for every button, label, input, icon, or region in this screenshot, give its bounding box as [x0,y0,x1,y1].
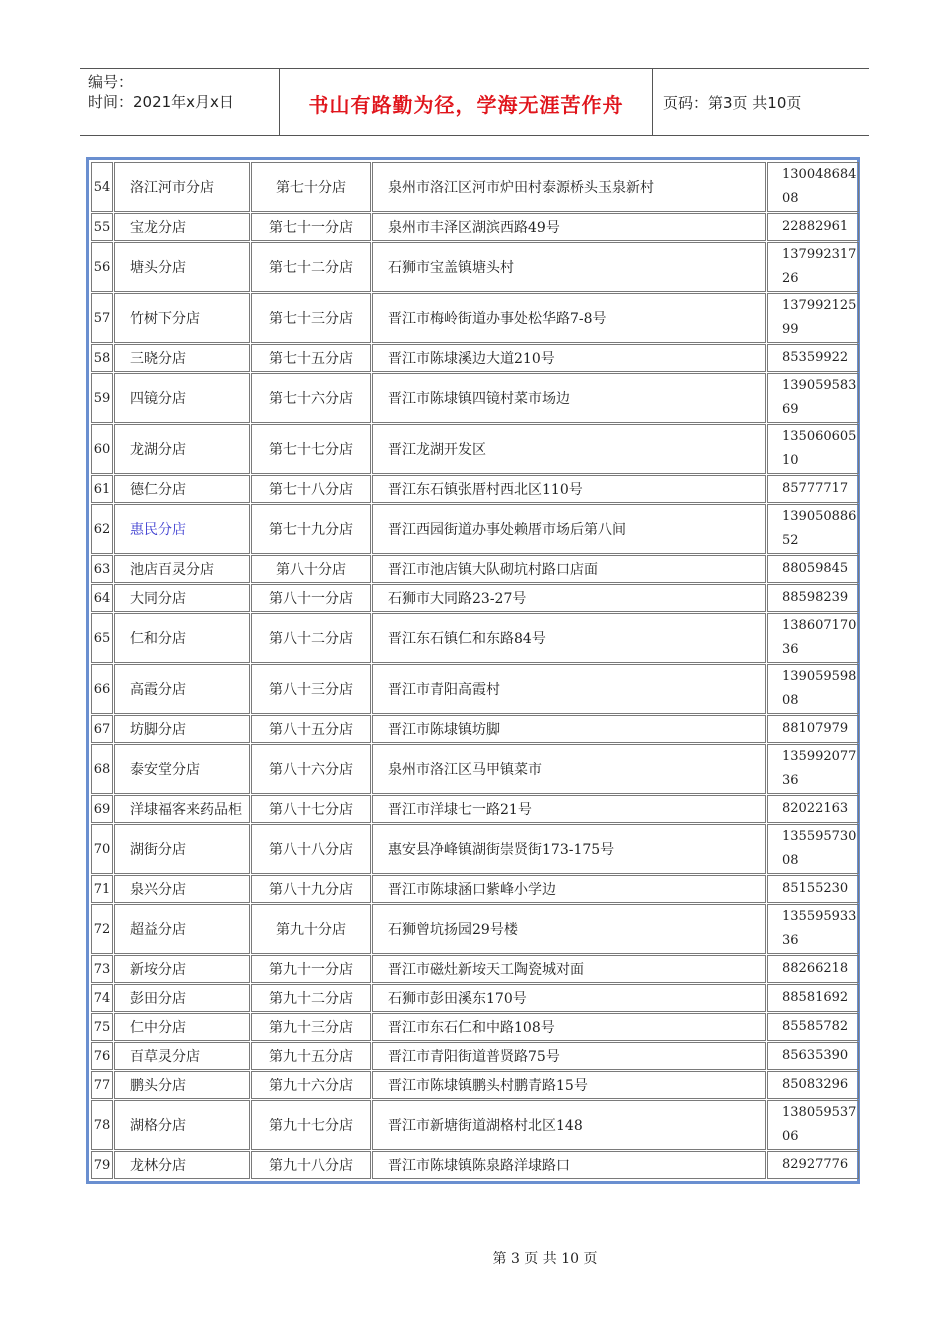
header-motto: 书山有路勤为径，学海无涯苦作舟 [280,69,653,135]
address-cell: 晋江西园街道办事处赖厝市场后第八间 [372,504,766,554]
table-row [91,715,859,743]
address-cell: 泉州市洛江区河市炉田村泰源桥头玉泉新村 [372,162,766,212]
branch-name-cell: 龙湖分店 [114,424,250,474]
row-number-cell: 68 [91,744,113,794]
row-number-cell: 66 [91,664,113,714]
phone-cell: 85777717 [767,475,859,503]
phone-cell: 85155230 [767,875,859,903]
page-footer: 第 3 页 共 10 页 [492,1251,598,1267]
address-cell: 石狮市大同路23-27号 [372,584,766,612]
phone-cell: 82927776 [767,1151,859,1179]
row-number-cell: 78 [91,1100,113,1150]
phone-cell: 13905088652 [767,504,859,554]
table-row [91,293,859,343]
phone-cell: 88581692 [767,984,859,1012]
row-number-cell: 71 [91,875,113,903]
address-cell: 晋江市陈埭镇鹏头村鹏青路15号 [372,1071,766,1099]
phone-cell: 85359922 [767,344,859,372]
table-row [91,1042,859,1070]
table-row [91,162,859,212]
row-number-cell: 76 [91,1042,113,1070]
address-cell: 晋江市新塘街道湖格村北区148 [372,1100,766,1150]
branch-name-cell: 洋埭福客来药品柜 [114,795,250,823]
address-cell: 晋江市青阳街道普贤路75号 [372,1042,766,1070]
header-info-cell [80,69,280,135]
address-cell: 晋江市陈埭涵口紫峰小学边 [372,875,766,903]
table-row [91,795,859,823]
address-cell: 泉州市丰泽区湖滨西路49号 [372,213,766,241]
branch-index-cell: 第七十六分店 [251,373,371,423]
branch-name-cell: 塘头分店 [114,242,250,292]
branch-index-cell: 第七十九分店 [251,504,371,554]
branch-index-cell: 第七十八分店 [251,475,371,503]
row-number-cell: 75 [91,1013,113,1041]
branch-table [90,161,860,1180]
branch-name-cell: 三晓分店 [114,344,250,372]
row-number-cell: 57 [91,293,113,343]
table-row [91,904,859,954]
branch-index-cell: 第九十二分店 [251,984,371,1012]
address-cell: 晋江市东石仁和中路108号 [372,1013,766,1041]
branch-index-cell: 第八十五分店 [251,715,371,743]
table-row [91,1100,859,1150]
table-row [91,875,859,903]
branch-name-cell: 洛江河市分店 [114,162,250,212]
table-row [91,213,859,241]
address-cell: 晋江市陈埭溪边大道210号 [372,344,766,372]
branch-name-cell: 彭田分店 [114,984,250,1012]
address-cell: 晋江市池店镇大队砌坑村路口店面 [372,555,766,583]
phone-cell: 13799212599 [767,293,859,343]
table-row [91,984,859,1012]
branch-name-cell: 德仁分店 [114,475,250,503]
phone-cell: 13799231726 [767,242,859,292]
phone-cell: 88059845 [767,555,859,583]
address-cell: 晋江东石镇张厝村西北区110号 [372,475,766,503]
row-number-cell: 61 [91,475,113,503]
address-cell: 晋江市磁灶新垵天工陶瓷城对面 [372,955,766,983]
phone-cell: 13599207736 [767,744,859,794]
branch-index-cell: 第八十七分店 [251,795,371,823]
branch-name-cell: 宝龙分店 [114,213,250,241]
branch-index-cell: 第八十分店 [251,555,371,583]
table-row [91,424,859,474]
table-row [91,955,859,983]
branch-index-cell: 第九十分店 [251,904,371,954]
page-header [80,68,869,136]
branch-index-cell: 第八十八分店 [251,824,371,874]
phone-cell: 13559573008 [767,824,859,874]
phone-cell: 85585782 [767,1013,859,1041]
branch-name-cell: 湖格分店 [114,1100,250,1150]
table-row [91,504,859,554]
row-number-cell: 67 [91,715,113,743]
table-row [91,344,859,372]
branch-name-cell: 超益分店 [114,904,250,954]
row-number-cell: 60 [91,424,113,474]
address-cell: 晋江市青阳高霞村 [372,664,766,714]
branch-name-cell: 四镜分店 [114,373,250,423]
phone-cell: 13905958369 [767,373,859,423]
branch-name-cell: 仁中分店 [114,1013,250,1041]
table-row [91,824,859,874]
branch-name-cell: 坊脚分店 [114,715,250,743]
phone-cell: 82022163 [767,795,859,823]
branch-name-cell: 大同分店 [114,584,250,612]
branch-name-cell: 惠民分店 [114,504,250,554]
branch-index-cell: 第七十一分店 [251,213,371,241]
row-number-cell: 59 [91,373,113,423]
branch-index-cell: 第七十七分店 [251,424,371,474]
table-row [91,584,859,612]
address-cell: 晋江市洋埭七一路21号 [372,795,766,823]
row-number-cell: 64 [91,584,113,612]
phone-cell: 13905959808 [767,664,859,714]
branch-name-cell: 竹树下分店 [114,293,250,343]
table-row [91,373,859,423]
branch-index-cell: 第八十九分店 [251,875,371,903]
phone-cell: 88266218 [767,955,859,983]
branch-index-cell: 第七十三分店 [251,293,371,343]
branch-name-cell: 湖街分店 [114,824,250,874]
branch-index-cell: 第七十分店 [251,162,371,212]
phone-cell: 13506060510 [767,424,859,474]
branch-name-cell: 高霞分店 [114,664,250,714]
row-number-cell: 55 [91,213,113,241]
row-number-cell: 62 [91,504,113,554]
branch-name-cell: 百草灵分店 [114,1042,250,1070]
table-row [91,1013,859,1041]
branch-index-cell: 第九十六分店 [251,1071,371,1099]
row-number-cell: 79 [91,1151,113,1179]
row-number-cell: 70 [91,824,113,874]
address-cell: 晋江市陈埭镇坊脚 [372,715,766,743]
document-number-label: 编号： [88,73,134,91]
address-cell: 石狮市宝盖镇塘头村 [372,242,766,292]
table-row [91,1151,859,1179]
branch-table-frame [86,157,860,1184]
branch-name-cell: 鹏头分店 [114,1071,250,1099]
branch-index-cell: 第九十三分店 [251,1013,371,1041]
table-row [91,242,859,292]
branch-name-cell: 池店百灵分店 [114,555,250,583]
address-cell: 石狮曾坑扬园29号楼 [372,904,766,954]
branch-name-cell: 新垵分店 [114,955,250,983]
branch-index-cell: 第九十七分店 [251,1100,371,1150]
row-number-cell: 74 [91,984,113,1012]
phone-cell: 13805953706 [767,1100,859,1150]
table-row [91,475,859,503]
document-date-label: 时间：2021年x月x日 [88,93,234,111]
table-row [91,744,859,794]
phone-cell: 22882961 [767,213,859,241]
branch-index-cell: 第八十三分店 [251,664,371,714]
row-number-cell: 63 [91,555,113,583]
branch-index-cell: 第七十五分店 [251,344,371,372]
branch-name-cell: 龙林分店 [114,1151,250,1179]
address-cell: 石狮市彭田溪东170号 [372,984,766,1012]
address-cell: 晋江龙湖开发区 [372,424,766,474]
branch-index-cell: 第八十一分店 [251,584,371,612]
phone-cell: 85635390 [767,1042,859,1070]
branch-index-cell: 第八十二分店 [251,613,371,663]
branch-index-cell: 第九十五分店 [251,1042,371,1070]
branch-index-cell: 第九十一分店 [251,955,371,983]
address-cell: 惠安县净峰镇湖街崇贤街173-175号 [372,824,766,874]
row-number-cell: 73 [91,955,113,983]
row-number-cell: 58 [91,344,113,372]
phone-cell: 88107979 [767,715,859,743]
phone-cell: 13860717036 [767,613,859,663]
phone-cell: 13559593336 [767,904,859,954]
branch-index-cell: 第八十六分店 [251,744,371,794]
phone-cell: 13004868408 [767,162,859,212]
table-row [91,664,859,714]
address-cell: 晋江市陈埭镇四镜村菜市场边 [372,373,766,423]
header-page-number: 页码：第3页 共10页 [663,94,802,112]
row-number-cell: 56 [91,242,113,292]
table-row [91,613,859,663]
branch-index-cell: 第七十二分店 [251,242,371,292]
table-row [91,1071,859,1099]
phone-cell: 85083296 [767,1071,859,1099]
row-number-cell: 54 [91,162,113,212]
row-number-cell: 72 [91,904,113,954]
branch-name-cell: 泰安堂分店 [114,744,250,794]
table-row [91,555,859,583]
row-number-cell: 65 [91,613,113,663]
address-cell: 晋江东石镇仁和东路84号 [372,613,766,663]
address-cell: 泉州市洛江区马甲镇菜市 [372,744,766,794]
row-number-cell: 69 [91,795,113,823]
address-cell: 晋江市陈埭镇陈泉路洋埭路口 [372,1151,766,1179]
branch-index-cell: 第九十八分店 [251,1151,371,1179]
phone-cell: 88598239 [767,584,859,612]
branch-name-cell: 仁和分店 [114,613,250,663]
branch-name-cell: 泉兴分店 [114,875,250,903]
address-cell: 晋江市梅岭街道办事处松华路7-8号 [372,293,766,343]
row-number-cell: 77 [91,1071,113,1099]
